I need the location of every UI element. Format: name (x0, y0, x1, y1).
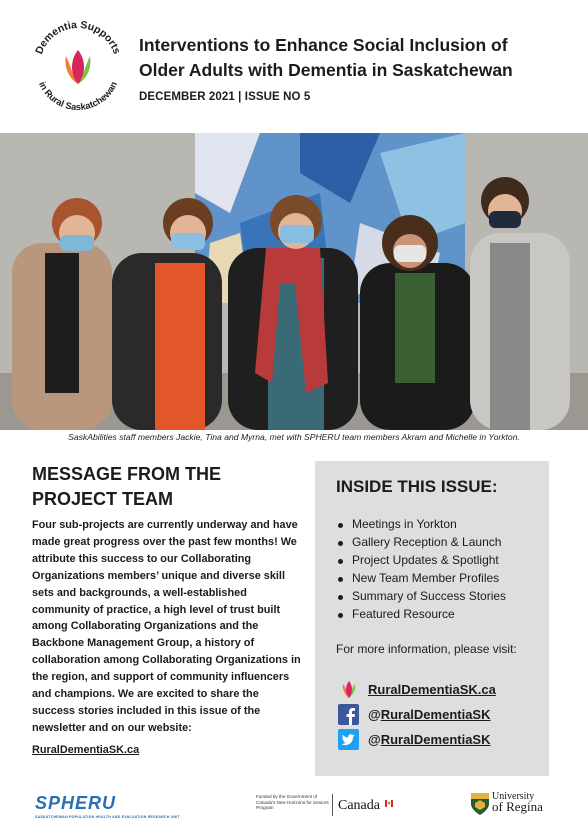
university-of-regina-logo (470, 791, 543, 821)
university-line-2: of Regina (492, 799, 543, 814)
list-item: Featured Resource (337, 606, 506, 624)
title-line-1: Interventions to Enhance Social Inclusion of (139, 35, 508, 55)
title-line-2: Older Adults with Dementia in Saskatchewan (139, 60, 513, 80)
canada-wordmark: Canada (338, 798, 380, 813)
divider (332, 794, 333, 816)
funding-note: Funded by the Government of Canada's New Horizons for Seniors Program (256, 794, 329, 811)
facebook-handle-prefix: @ (368, 706, 381, 722)
photo-caption: SaskAbilities staff members Jackie, Tina and Myrna, met with SPHERU team members Akram and Michelle in Yorkton. (68, 432, 520, 442)
message-heading (32, 462, 292, 512)
inside-this-issue-box (315, 461, 549, 776)
facebook-link-row[interactable] (338, 703, 491, 725)
spheru-wordmark: SPHERU (35, 793, 117, 813)
list-item: New Team Member Profiles (337, 570, 506, 588)
svg-text:in Rural Saskatchewan: in Rural Saskatchewan (37, 79, 119, 113)
issue-date: DECEMBER 2021 | ISSUE NO 5 (139, 91, 311, 103)
website-link-row[interactable] (338, 678, 496, 700)
message-heading-line-1: MESSAGE FROM THE (32, 464, 222, 484)
university-name (492, 792, 562, 812)
twitter-handle-prefix: @ (368, 731, 381, 747)
twitter-icon (338, 729, 359, 750)
inside-title: INSIDE THIS ISSUE: (336, 477, 498, 496)
team-photo (0, 133, 588, 430)
newsletter-title (139, 33, 579, 83)
facebook-handle[interactable]: RuralDementiaSK (380, 706, 491, 722)
website-url[interactable]: RuralDementiaSK.ca (368, 681, 496, 697)
twitter-link-row[interactable] (338, 728, 491, 750)
website-link[interactable]: RuralDementiaSK.ca (32, 744, 140, 756)
message-body: Four sub-projects are currently underway and have made great progress over the past few months! We attribute this success to our Collaborating Organizations members’ unique and diverse skill sets and backgrounds, a well-established community of practice, a high level of trust built among Collaborating Organizations and the Backbone Management Group, a history of collaboration among Collaborating Organizations in the region, and support of community influencers and champions. We are excited to share the success stories included in this issue of the newsletter and on our website: (32, 519, 301, 734)
newsletter-header (0, 0, 588, 133)
spheru-subtitle: SASKATCHEWAN POPULATION HEALTH AND EVALUATION RESEARCH UNIT (35, 815, 180, 819)
footer (0, 784, 588, 832)
university-line-1: University (492, 791, 535, 802)
message-heading-line-2: PROJECT TEAM (32, 489, 174, 509)
svg-text:Dementia Supports: Dementia Supports (33, 18, 123, 56)
list-item: Meetings in Yorkton (337, 516, 506, 534)
more-info-text: For more information, please visit: (336, 642, 517, 656)
tulip-logo-icon (338, 679, 359, 700)
university-crest-icon (470, 792, 490, 816)
list-item: Project Updates & Spotlight (337, 552, 506, 570)
list-item: Gallery Reception & Launch (337, 534, 506, 552)
spheru-logo (35, 793, 180, 819)
twitter-handle[interactable]: RuralDementiaSK (380, 731, 491, 747)
facebook-icon (338, 704, 359, 725)
contents-list (337, 516, 506, 623)
canada-flag-icon (385, 794, 393, 801)
list-item: Summary of Success Stories (337, 588, 506, 606)
dementia-supports-logo (26, 14, 130, 118)
